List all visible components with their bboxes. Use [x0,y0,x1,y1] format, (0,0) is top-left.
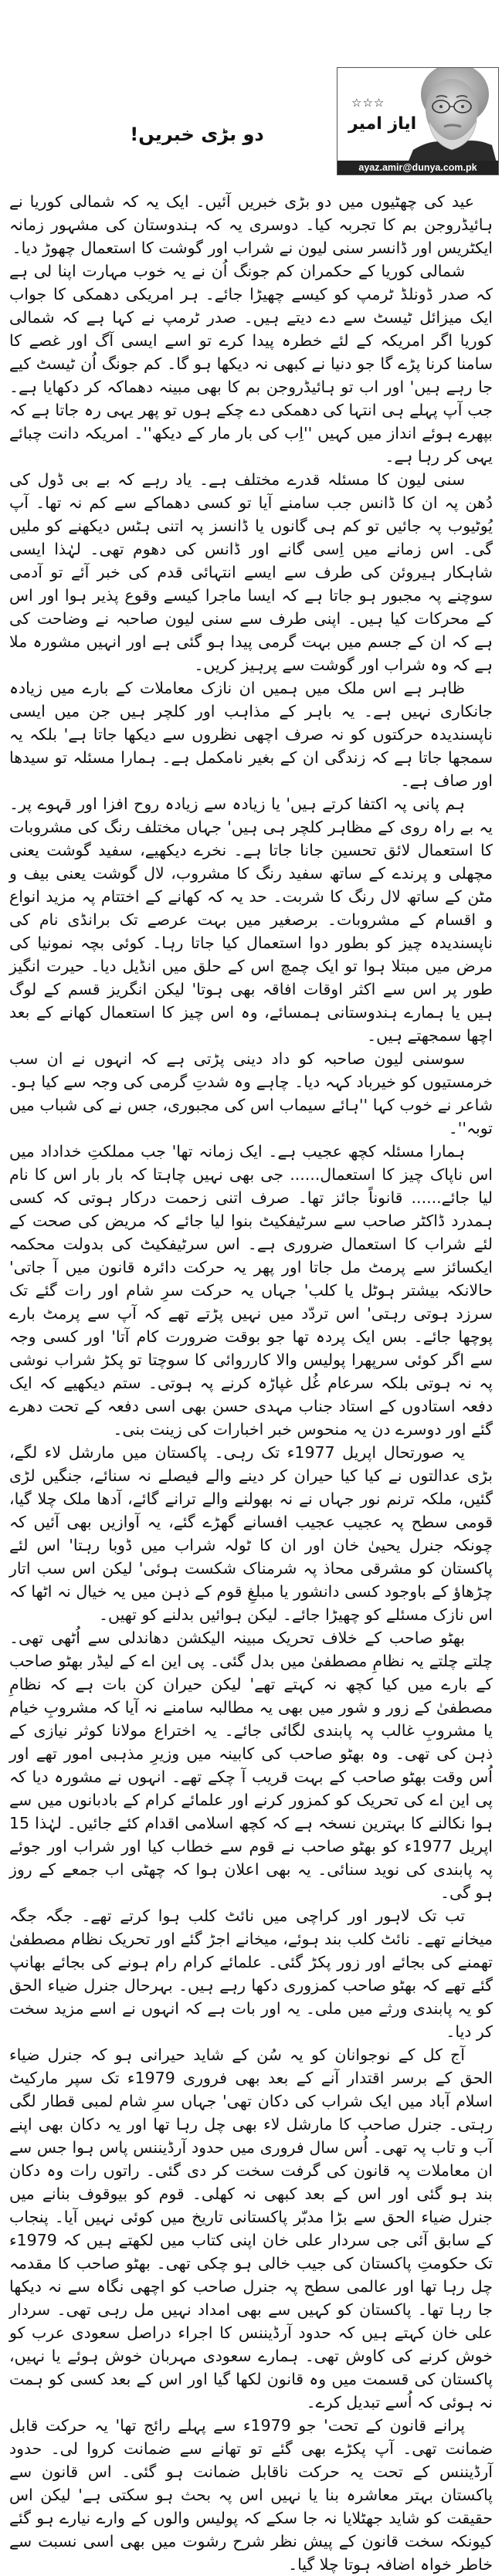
article-body [9,190,493,2576]
stars-icon: ☆☆☆ [351,96,385,110]
article-paragraph: ہمارا مسئلہ کچھ عجیب ہے۔ ایک زمانہ تھا' جب مملکتِ خداداد میں اس ناپاک چیز کا استعمال...... جی بھی نہیں چاہتا کہ بار بار اس کا نام لیا جائے...... قانوناً جائز تھا۔ صرف اتنی زحمت درکار ہوتی کہ کسی ہمدرد ڈاکٹر صاحب سے سرٹیفکیٹ بنوا لیا جائے کہ مریض کی صحت کے لئے شراب کا استعمال ضروری ہے۔ اس سرٹیفکیٹ کی بدولت محکمہ ایکسائز سے پرمٹ مل جاتا اور پھر یہ حرکت دائرہ قانون میں آ جاتی' حالانکہ بیشتر ہوٹل یا کلب' جہاں یہ حرکت سرِ شام اور رات گئے تک سرزد ہوتی رہتی' اس تردّد میں نہیں پڑتے تھے کہ آپ سے پرمٹ بارے پوچھا جائے۔ بس ایک پردہ تھا جو بوقت ضرورت کام آتا' اور کسی وجہ سے اگر کوئی سرپھرا پولیس والا کارروائی کا سوچتا تو پکڑ شراب نوشی پہ نہ ہوتی بلکہ سرعام غُل غپاڑہ کرنے پہ ہوتی۔ ستم دیکھیے کہ ایک دفعہ استادوں کے استاد جناب مہدی حسن بھی اسی دفعہ کے تحت دھرے گئے اور دوسرے دن یہ منحوس خبر اخبارات کی زینت بنی۔ [9,1142,493,1439]
author-portrait-icon [405,67,498,168]
column-header [0,0,502,181]
column-headline: دو بڑی خبریں! [130,124,264,145]
article-paragraph: شمالی کوریا کے حکمران کم جونگ اُن نے یہ خوب مہارت اپنا لی ہے کہ صدر ڈونلڈ ٹرمپ کو کیسے چھیڑا جائے۔ ہر امریکی دھمکی کا جواب ایک میزائل ٹیسٹ سے دے دیتے ہیں۔ صدر ٹرمپ نے کہا ہے کہ شمالی کوریا اگر امریکہ کے لئے خطرہ پیدا کرے تو اسے ایسی آگ اور غصے کا سامنا کرنا پڑے گا جو دنیا نے کبھی نہ دیکھا ہو گا۔ کم جونگ اُن ٹیسٹ کیے جا رہے ہیں' اور اب تو ہائیڈروجن بم کا بھی مبینہ دھماکہ کر دکھایا ہے۔ جب آپ پہلے ہی انتہا کی دھمکی دے چکے ہوں تو پھر یہی رہ جاتا ہے کہ بپھرے ہوئے انداز میں کہیں ''اِب کی بار مار کے دیکھ''۔ امریکہ دانت چبائے یہی کر رہا ہے۔ [9,262,493,466]
article-paragraph: بھٹو صاحب کے خلاف تحریک مبینہ الیکشن دھاندلی سے اُٹھی تھی۔ چلتے چلتے یہ نظامِ مصطفیٰ میں بدل گئی۔ پی این اے کے لیڈر بھٹو صاحب کے بارے میں کیا کچھ نہ کہتے تھے' لیکن حیران کن بات ہے کہ نظامِ مصطفیٰ کے زور و شور میں بھی یہ مطالبہ سامنے نہ آیا کہ مشروبِ خیام یا مشروبِ غالب پہ پابندی لگائی جائے۔ یہ اختراع مولانا کوثر نیازی کے ذہن کی تھی۔ وہ بھٹو صاحب کی کابینہ میں وزیرِ مذہبی امور تھے اور اُس وقت بھٹو صاحب کے بہت قریب آ چکے تھے۔ انہوں نے مشورہ دیا کہ پی این اے کی تحریک کو کمزور کرنے اور علمائے کرام کے بادبانوں میں سے ہوا نکالنے کا بہترین نسخہ ہے کہ کچھ اسلامی اقدام کئے جائیں۔ لہٰذا 15 اپریل 1977ء کو بھٹو صاحب نے قوم سے خطاب کیا اور شراب اور جوئے پہ پابندی کی نوید سنائی۔ یہ بھی اعلان ہوا کہ چھٹی اب جمعے کے روز ہو گی۔ [9,1629,493,1902]
article-paragraph: سوسنی لیون صاحبہ کو داد دینی پڑتی ہے کہ انہوں نے ان سب خرمستیوں کو خیرباد کہہ دیا۔ چاہے وہ شدتِ گرمی کی وجہ سے کیا ہو۔ شاعر نے خوب کہا ''ہائے سیماب اس کی مجبوری، جس نے کی شباب میں توبہ''۔ [9,1049,493,1137]
author-name: ایاز امیر [348,114,417,134]
article-paragraph: سنی لیون کا مسئلہ قدرے مختلف ہے۔ یاد رہے کہ بے بی ڈول کی دُھن پہ ان کا ڈانس جب سامنے آیا تو کسی دھماکے سے کم نہ تھا۔ آپ یُوٹیوب پہ جائیں تو کم ہی گانوں یا ڈانسز پہ اتنی ہٹس دیکھنے کو ملیں گی۔ اس زمانے میں اِسی گانے اور ڈانس کی دھوم تھی۔ لہٰذا ایسی شاہکار ہیروئن کی طرف سے ایسے انتہائی قدم کی خبر آئے تو آدمی سوچنے پہ مجبور ہو جاتا ہے کہ ایسا ماجرا کیسے وقوع پذیر ہوا اور اس کے محرکات کیا ہیں۔ اپنی طرف سے سنی لیون صاحبہ نے وضاحت کی ہے کہ ان کے جسم میں بہت گرمی پیدا ہو گئی ہے اور انہیں مشورہ ملا ہے کہ وہ شراب اور گوشت سے پرہیز کریں۔ [9,470,493,674]
author-byline-box [337,67,499,175]
article-paragraph: ظاہر ہے اس ملک میں ہمیں ان نازک معاملات کے بارے میں زیادہ جانکاری نہیں ہے۔ یہ باہر کے مذاہب اور کلچر ہیں جن میں ایسی ناپسندیدہ حرکتوں کو نہ صرف اچھی نظروں سے دیکھا جاتا ہے' بلکہ یہ سمجھا جاتا ہے کہ زندگی ان کے بغیر نامکمل ہے۔ ہمارا مسئلہ تو سیدھا اور صاف ہے۔ [9,679,493,790]
author-email: ayaz.amir@dunya.com.pk [337,161,498,175]
article-paragraph: یہ صورتحال اپریل 1977ء تک رہی۔ پاکستان میں مارشل لاء لگے، بڑی عدالتوں نے کیا کیا حیران کر دینے والے فیصلے نہ سنائے، جنگیں لڑی گئیں، ملکہ ترنم نور جہاں نے نہ بھولنے والے ترانے گائے، آدھا ملک چلا گیا، قومی سطح پہ عجیب عجیب افسانے گھڑے گئے، یہ آوازیں بھی آئیں کہ چونکہ جنرل یحییٰ خان اور ان کا ٹولہ شراب میں ڈوبا رہتا' اس لئے پاکستان کو مشرقی محاذ پہ شرمناک شکست ہوئی' لیکن اس سب اتار چڑھاؤ کے باوجود کسی دانشور یا مبلغِ قوم کے ذہن میں یہ خیال نہ اٹھا کہ اس نازک مسئلے کو چھیڑا جائے۔ لیکن ہوائیں بدلنے کو تھیں۔ [9,1443,493,1624]
article-paragraph: ہم پانی پہ اکتفا کرتے ہیں' یا زیادہ سے زیادہ روح افزا اور قہوے پر۔ یہ بے راہ روی کے مظاہر کلچر ہی ہیں' جہاں مختلف رنگ کی مشروبات کا استعمال لائق تحسین جانا جاتا ہے۔ نخرے دیکھیے، سفید گوشت یعنی مچھلی و پرندے کے ساتھ سفید رنگ کا مشروب، لال گوشت یعنی بیف و مٹن کے ساتھ لال رنگ کا شربت۔ حد یہ کہ کھانے کے اختتام پہ مزید انواع و اقسام کے مشروبات۔ برصغیر میں بہت عرصے تک برانڈی نام کی ناپسندیدہ چیز کو بطور دوا استعمال کیا جاتا رہا۔ کوئی بچہ نمونیا کی مرض میں مبتلا ہوا تو ایک چمچ اس کے حلق میں انڈیل دیا۔ حیرت انگیز طور پر اس سے اکثر اوقات افاقہ بھی ہوتا' لیکن انگریز قسم کے لوگ ہیں یا ہمارے ہندوستانی ہمسائے، وہ اس چیز کا استعمال کھانے کے بعد اچھا سمجھتے ہیں۔ [9,795,493,1045]
article-paragraph: آج کل کے نوجوانان کو یہ سُن کے شاید حیرانی ہو کہ جنرل ضیاء الحق کے برسر اقتدار آنے کے بعد بھی فروری 1979ء تک سپر مارکیٹ اسلام آباد میں ایک شراب کی دکان تھی' جہاں سرِ شام لمبی قطار لگی رہتی۔ جنرل صاحب کا مارشل لاء بھی چل رہا تھا اور یہ دکان بھی اپنے آب و تاب پہ تھی۔ اُس سال فروری میں حدود آرڈیننس پاس ہوا جس سے ان معاملات پہ قانون کی گرفت سخت کر دی گئی۔ راتوں رات وہ دکان بند ہو گئی اور اس کے بعد کبھی نہ کھلی۔ قوم کو بیوقوف بنانے میں جنرل ضیاء الحق سے بڑا مدبّر پاکستانی تاریخ میں کوئی نہیں آیا۔ پنجاب کے سابق آئی جی سردار علی خان اپنی کتاب میں لکھتے ہیں کہ 1979ء تک حکومتِ پاکستان کی جیب خالی ہو چکی تھی۔ بھٹو صاحب کا مقدمہ چل رہا تھا اور عالمی سطح پہ جنرل صاحب کو اچھی نگاہ سے نہ دیکھا جا رہا تھا۔ پاکستان کو کہیں سے بھی امداد نہیں مل رہی تھی۔ سردار علی خان کہتے ہیں کہ حدود آرڈیننس کا اجراء دراصل سعودی عرب کو خوش کرنے کی کاوش تھی۔ ہمارے سعودی مہربان خوش ہوئے یا نہیں، پاکستان کی قسمت میں وہ قانون لکھا گیا اور اس کے بعد کسی کو ہمت نہ ہوئی کہ اُسے تبدیل کرے۔ [9,2046,494,2412]
article-paragraph: تب تک لاہور اور کراچی میں نائٹ کلب ہوا کرتے تھے۔ جگہ جگہ میخانے تھے۔ نائٹ کلب بند ہوئے، میخانے اجڑ گئے اور تحریک نظام مصطفیٰ تھمنے کی بجائے اور زور پکڑ گئی۔ علمائے کرام رام ہونے کی بجائے بھانپ گئے تھے کہ بھٹو صاحب کمزوری دکھا رہے ہیں۔ بہرحال جنرل ضیاء الحق کو یہ پابندی ورثے میں ملی۔ یہ اور بات ہے کہ انہوں نے اسے مزید سخت کر دیا۔ [9,1907,493,2041]
article-paragraph: پرانے قانون کے تحت' جو 1979ء سے پہلے رائج تھا' یہ حرکت قابل ضمانت تھی۔ آپ پکڑے بھی گئے تو تھانے سے ضمانت کروا لی۔ حدود آرڈیننس کے تحت یہ حرکت ناقابل ضمانت ہو گئی۔ اس قانون سے پاکستان بہتر معاشرہ بنا یا نہیں اس پہ بحث ہو سکتی ہے' لیکن اس حقیقت کو شاید جھٹلایا نہ جا سکے کہ پولیس والوں کے وارے نیارے ہو گئے کیونکہ سخت قانون کے پیش نظر شرح رشوت میں بھی اسی نسبت سے خاطر خواہ اضافہ ہوتا چلا گیا۔ [9,2416,493,2574]
article-paragraph: عید کی چھٹیوں میں دو بڑی خبریں آئیں۔ ایک یہ کہ شمالی کوریا نے ہائیڈروجن بم کا تجربہ کیا۔ دوسری یہ کہ ہندوستان کی مشہور زمانہ ایکٹریس اور ڈانسر سنی لیون نے شراب اور گوشت کا استعمال چھوڑ دیا۔ [9,192,493,257]
